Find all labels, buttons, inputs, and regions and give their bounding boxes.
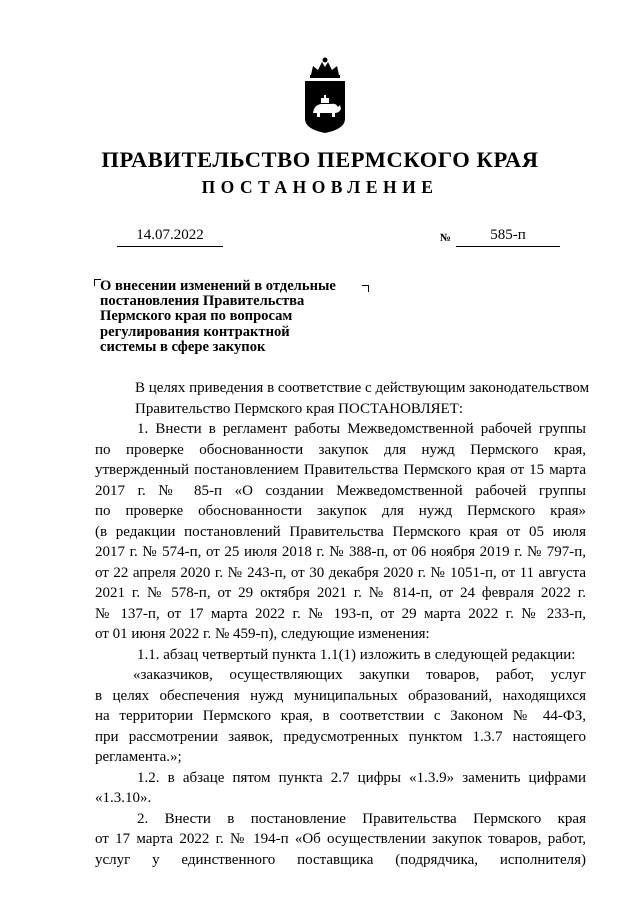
body-line: «1.3.10». — [95, 790, 152, 806]
body-line: в целях обеспечения нужд муниципальных образований, находящихся — [95, 687, 586, 704]
body-line: на территории Пермского края, в соответствии с Законом № 44-ФЗ, — [95, 708, 586, 724]
body-line: № 137-п, от 17 марта 2022 г. № 193-п, от 29 марта 2022 г. № 233-п, — [95, 605, 586, 622]
body-line: по проверке обоснованности закупок для нужд Пермского края, — [95, 441, 586, 458]
document-body — [95, 378, 590, 870]
body-line: 1. Внести в регламент работы Межведомственной рабочей группы — [137, 421, 586, 437]
subject-bracket-right — [362, 285, 369, 292]
body-line: утвержденный постановлением Правительства Пермского края от 15 марта — [95, 462, 586, 478]
body-line: 1.2. в абзаце пятом пункта 2.7 цифры «1.3.9» заменить цифрами — [137, 769, 586, 786]
body-line: 1.1. абзац четвертый пункта 1.1(1) изложить в следующей редакции: — [137, 646, 576, 663]
subject-line: системы в сфере закупок — [100, 338, 266, 355]
body-line: В целях приведения в соответствие с действующим законодательством — [135, 380, 590, 396]
body-line: 2017 г. № 85-п «О создании Межведомственной рабочей группы — [95, 482, 586, 499]
body-line: от 17 марта 2022 г. № 194-п «Об осуществлении закупок товаров, работ, — [95, 831, 586, 847]
document-type: ПОСТАНОВЛЕНИЕ — [201, 177, 439, 197]
document-subject — [100, 279, 360, 355]
subject-line: постановления Правительства — [100, 293, 305, 310]
body-line: от 22 апреля 2020 г. № 243-п, от 30 декабря 2020 г. № 1051-п, от 11 августа — [95, 564, 586, 581]
body-line: «заказчиков, осуществляющих закупки товаров, работ, услуг — [133, 667, 586, 683]
coat-of-arms-icon — [300, 55, 350, 135]
body-line: по проверке обоснованности закупок для нужд Пермского края» — [95, 503, 586, 519]
body-line: регламента.»; — [95, 749, 182, 765]
body-line: (в редакции постановлений Правительства Пермского края от 05 июля — [95, 523, 586, 540]
body-line: 2017 г. № 574-п, от 25 июля 2018 г. № 388-п, от 06 ноября 2019 г. № 797-п, — [95, 544, 586, 560]
body-line: при рассмотрении заявок, предусмотренных пунктом 1.3.7 настоящего — [95, 728, 586, 745]
government-title: ПРАВИТЕЛЬСТВО ПЕРМСКОГО КРАЯ — [101, 147, 539, 172]
body-line: услуг у единственного поставщика (подрядчика, исполнителя) — [95, 851, 586, 868]
document-date: 14.07.2022 — [117, 227, 223, 247]
subject-line: регулирования контрактной — [100, 323, 290, 340]
body-line: 2021 г. № 578-п, от 29 октября 2021 г. № 814-п, от 24 февраля 2022 г. — [95, 585, 586, 601]
subject-line: О внесении изменений в отдельные — [100, 278, 336, 294]
body-line: от 01 июня 2022 г. № 459-п), следующие изменения: — [95, 626, 430, 642]
number-sign: № — [440, 232, 452, 244]
document-number: 585-п — [456, 227, 560, 247]
body-line: 2. Внести в постановление Правительства Пермского края — [137, 810, 586, 827]
subject-line: Пермского края по вопросам — [100, 308, 293, 325]
body-line: Правительство Пермского края ПОСТАНОВЛЯЕТ: — [135, 400, 464, 417]
